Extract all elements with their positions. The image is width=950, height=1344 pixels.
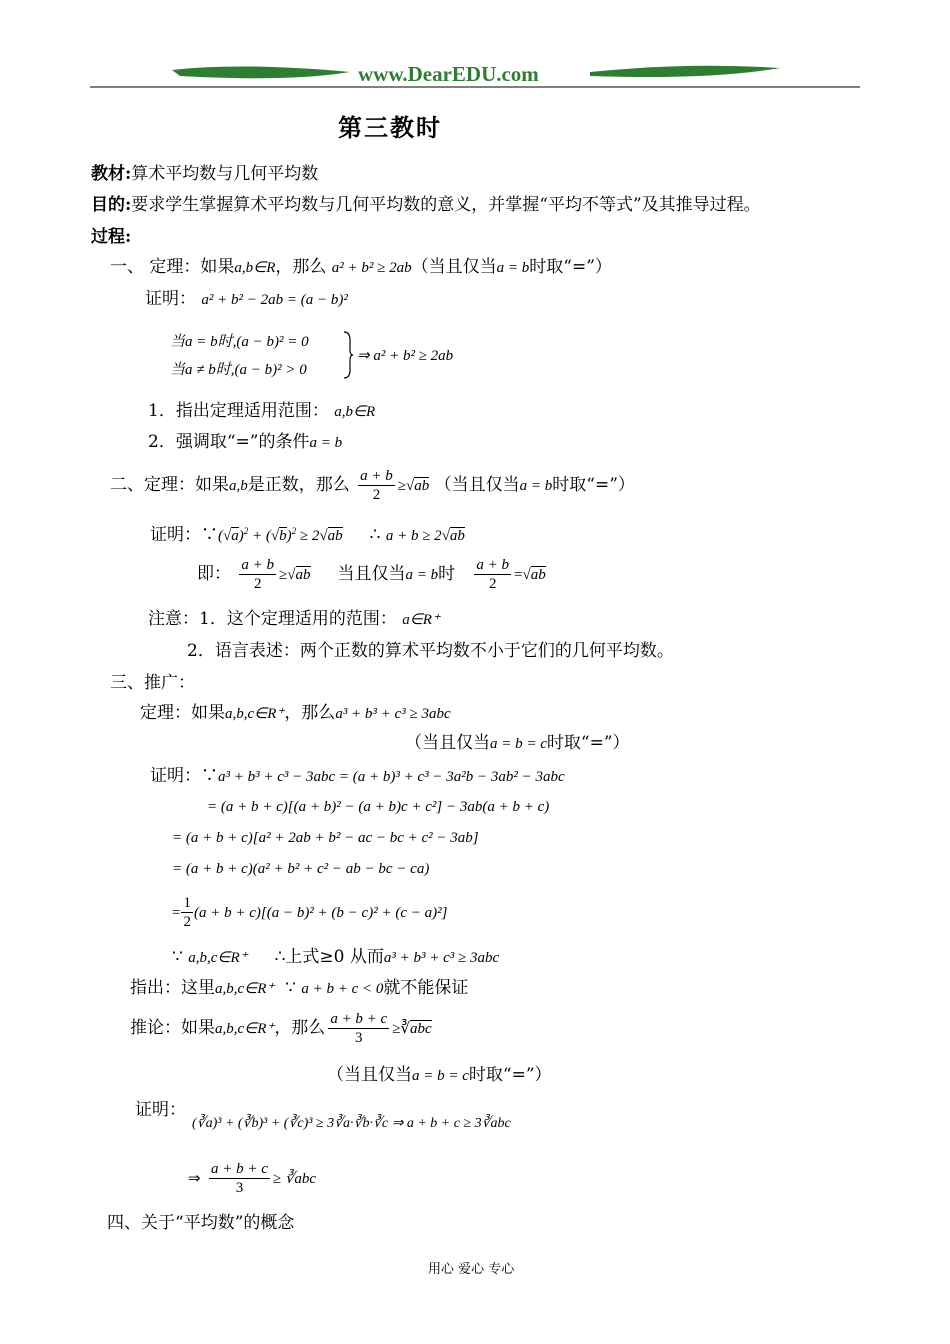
s3-half: $\frac{1}{2}$: [183, 895, 191, 930]
s1-note2-cond: a = b: [309, 435, 343, 451]
s2-proof-mid: ∴: [369, 525, 381, 545]
s2-theorem: 二、定理：如果a,b是正数，那么 $\frac{a + b}{2}$ ≥√ab （当且仅当a = b时取“=”）: [110, 468, 635, 503]
s3-cor-fraction: $\frac{a + b + c}{3}$: [330, 1011, 388, 1046]
s1-proof-label: 证明：: [145, 289, 196, 309]
material-line: [91, 163, 318, 185]
s2-when-cond: a = b: [405, 567, 439, 583]
s2-eq-cond: a = b: [519, 478, 553, 494]
s3-cor-note: （当且仅当a = b = c时取“=”）: [327, 1065, 552, 1085]
s2-eq-pre: （当且仅当: [434, 475, 520, 495]
s1-formula: a² + b² ≥ 2ab: [331, 260, 412, 276]
s3-line2: = (a + b + c)[(a + b)² − (a + b)c + c²] − 3ab(a + b + c): [207, 799, 550, 815]
s1-case2: 当a ≠ b时,(a − b)² > 0: [170, 362, 307, 378]
s2-when-label: 当且仅当: [337, 564, 406, 584]
process-label: 过程:: [91, 227, 132, 247]
s1-implies: ⇒ a² + b² ≥ 2ab: [357, 348, 454, 364]
s1-eq-post: 时取“=”）: [529, 257, 612, 277]
s3-proof: [150, 765, 565, 788]
s3-cproof-label: 证明：: [135, 1100, 186, 1120]
header-site: www.DearEDU.com: [358, 62, 539, 86]
s2-ie-fraction: $\frac{a + b}{2}$: [241, 557, 275, 592]
s2-eq-post: 时取“=”）: [552, 475, 635, 495]
s3-point: 指出：这里a,b,c∈R⁺ ∵ a + b + c < 0就不能保证: [130, 978, 469, 998]
s3-thm-cond: a,b,c∈R⁺: [225, 706, 285, 722]
s3-line1: a³ + b³ + c³ − 3abc = (a + b)³ + c³ − 3a²b − 3ab² − 3abc: [218, 769, 565, 785]
s3-cproof-fraction: $\frac{a + b + c}{3}$: [210, 1161, 268, 1196]
s2-note-label: 注意：1．这个定理适用的范围：: [148, 609, 397, 629]
page-title: 第三教时: [338, 113, 442, 142]
s3-head: 三、推广：: [110, 673, 195, 693]
material-label: 教材:: [91, 164, 132, 184]
s1-note1-label: 1．指出定理适用范围：: [148, 401, 329, 421]
s1-note1-range: a,b∈R: [334, 404, 376, 420]
page-footer: 用心 爱心 专心: [428, 1262, 515, 1277]
s2-note-range: a∈R⁺: [402, 612, 440, 628]
s1-proof: [145, 288, 348, 311]
s2-fraction: [358, 467, 395, 504]
s1-theorem: [110, 256, 612, 279]
s2-sqrt-ab: ab: [414, 478, 430, 494]
s4-head: 四、关于“平均数”的概念: [107, 1213, 295, 1233]
s2-geq: ≥: [397, 478, 407, 494]
s2-mid: 是正数，那么: [247, 475, 350, 495]
s2-ie: 即： $\frac{a + b}{2}$ ≥√ab 当且仅当a = b时 $\frac{a + b}{2}$ =√ab: [197, 557, 546, 592]
s3-eq-note: （当且仅当a = b = c时取“=”）: [405, 733, 630, 753]
s2-cond: a,b: [229, 478, 248, 494]
s2-frac-num: a + b: [360, 468, 393, 484]
material-text: 算术平均数与几何平均数: [131, 164, 319, 184]
s3-theorem: [140, 702, 451, 725]
s3-cproof-result: ⇒ $\frac{a + b + c}{3}$ ≥ ∛abc: [188, 1161, 317, 1196]
s1-case1: 当a = b时,(a − b)² = 0: [170, 334, 309, 350]
s3-corollary: 推论：如果a,b,c∈R⁺，那么 $\frac{a + b + c}{3}$ ≥∛abc: [130, 1011, 432, 1046]
s2-proof-label: 证明：∵: [150, 525, 218, 545]
s2-frac-den: 2: [372, 487, 381, 503]
right-swoosh-icon: [590, 66, 780, 77]
s1-proof-eq: a² + b² − 2ab = (a − b)²: [201, 292, 348, 308]
s2-eq-sign: =: [514, 567, 523, 583]
s3-thm-pre: 定理：如果: [140, 703, 225, 723]
s2-when-fraction: $\frac{a + b}{2}$: [476, 557, 509, 592]
goal-line: [91, 194, 761, 216]
goal-text: 要求学生掌握算术平均数与几何平均数的意义，并掌握“平均不等式”及其推导过程。: [131, 195, 761, 215]
s2-note2: 2．语言表述：两个正数的算术平均数不小于它们的几何平均数。: [187, 641, 674, 661]
s2-when-post: 时: [438, 564, 456, 584]
s1-cond: a,b∈R: [234, 260, 276, 276]
s3-cproof-line: (∛a)³ + (∛b)³ + (∛c)³ ≥ 3∛a·∛b·∛c ⇒ a + b + c ≥ 3∛abc: [192, 1116, 511, 1131]
s1-then: ，那么: [275, 257, 327, 277]
s3-line3: = (a + b + c)[a² + 2ab + b² − ac − bc + c² − 3ab]: [172, 830, 479, 846]
s1-eq-pre: （当且仅当: [411, 257, 497, 277]
right-brace-icon: [342, 330, 354, 380]
s3-proof-label: 证明：∵: [150, 766, 218, 786]
left-swoosh-icon: [172, 66, 350, 78]
s2-ie-label: 即：: [197, 564, 231, 584]
s1-eq-cond: a = b: [496, 260, 530, 276]
s2-proof: 证明：$\because(√a)^2 + (√b)^2 \ge 2√ab$ ∴ a + b ≥ 2√ab: [150, 525, 465, 545]
s1-note1: [148, 400, 375, 423]
s3-line4: = (a + b + c)(a² + b² + c² − ab − bc − ca): [172, 861, 430, 877]
s3-thm-formula: a³ + b³ + c³ ≥ 3abc: [335, 706, 451, 722]
s2-note: [148, 608, 440, 631]
s1-note2-label: 2．强调取“=”的条件: [148, 432, 310, 452]
goal-label: 目的:: [91, 195, 132, 215]
s3-conclusion: ∵ a,b,c∈R⁺ ∴上式≥0 从而a³ + b³ + c³ ≥ 3abc: [172, 947, 500, 967]
s1-head: 一、 定理：如果: [110, 257, 235, 277]
s3-line5: = $\frac{1}{2}$ (a + b + c)[(a − b)² + (b − c)² + (c − a)²]: [172, 895, 448, 930]
s2-proof-res: a + b ≥ 2: [385, 528, 442, 544]
s3-thm-then: ，那么: [284, 703, 336, 723]
s1-note2: [148, 431, 342, 454]
s2-head: 二、定理：如果: [110, 475, 229, 495]
